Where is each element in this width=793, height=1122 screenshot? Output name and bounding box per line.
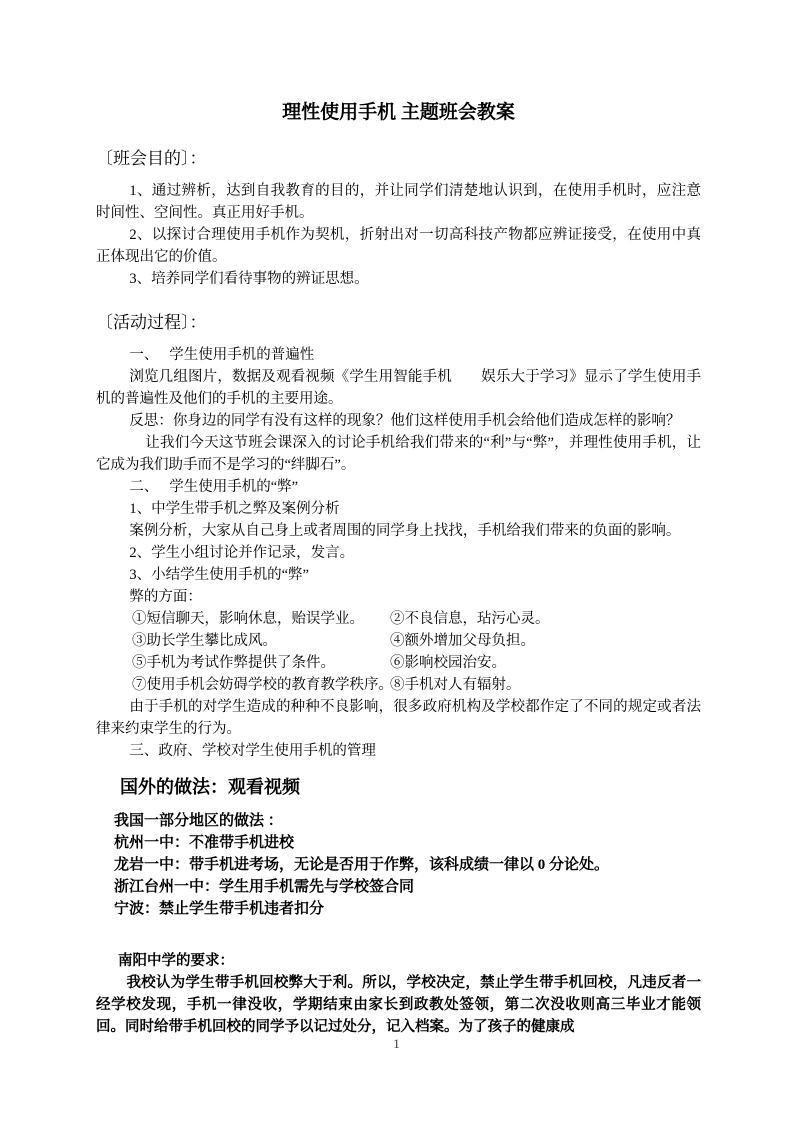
nanyang-requirements-heading: 南阳中学的要求： bbox=[118, 953, 234, 969]
cons-row-1 bbox=[96, 608, 701, 630]
cons-label: 弊的方面： bbox=[129, 589, 202, 605]
foreign-practice-heading: 国外的做法：观看视频 bbox=[120, 777, 300, 797]
domestic-rule-ningbo: 宁波：禁止学生带手机违者扣分 bbox=[114, 901, 325, 917]
part2-item-1: 1、中学生带手机之弊及案例分析 bbox=[129, 501, 340, 517]
part3-heading: 三、政府、学校对学生使用手机的管理 bbox=[129, 743, 376, 759]
part2-paragraph-case: 案例分析，大家从自己身上或者周围的同学身上找找，手机给我们带来的负面的影响。 bbox=[129, 523, 681, 539]
domestic-rule-longyan: 龙岩一中：带手机进考场，无论是否用于作弊，该科成绩一律以 0 分论处。 bbox=[114, 857, 610, 873]
con-item-3: ③助长学生攀比成风。 bbox=[132, 633, 277, 649]
con-item-1: ①短信聊天，影响休息，贻误学业。 bbox=[132, 611, 364, 627]
goal-item-1: 1、通过辨析，达到自我教育的目的，并让同学们清楚地认识到，在使用手机时，应注意时间性、空间性。真正用好手机。 bbox=[96, 183, 701, 221]
part2-paragraph-regulations: 由于手机的对学生造成的种种不良影响，很多政府机构及学校都作定了不同的规定或者法律来约束学生的行为。 bbox=[96, 699, 701, 737]
domestic-intro: 我国一部分地区的做法 ： bbox=[114, 813, 283, 829]
con-item-5: ⑤手机为考试作弊提供了条件。 bbox=[132, 655, 335, 671]
part1-paragraph-discussion: 让我们今天这节班会课深入的讨论手机给我们带来的“利”与“弊”，并理性使用手机，让它成为我们助手而不是学习的“绊脚石”。 bbox=[96, 435, 701, 473]
page-number: 1 bbox=[393, 1036, 400, 1051]
document-title: 理性使用手机 主题班会教案 bbox=[282, 102, 515, 123]
con-item-8: ⑧手机对人有辐射。 bbox=[390, 677, 521, 693]
con-item-6: ⑥影响校园治安。 bbox=[390, 655, 506, 671]
cons-row-3 bbox=[96, 652, 701, 674]
con-item-4: ④额外增加父母负担。 bbox=[390, 633, 535, 649]
part1-paragraph-browse: 浏览几组图片，数据及观看视频《学生用智能手机 娱乐大于学习》显示了学生使用手机的普遍性及他们的手机的主要用途。 bbox=[96, 369, 701, 407]
con-item-7: ⑦使用手机会妨碍学校的教育教学秩序。 bbox=[132, 677, 393, 693]
goal-item-2: 2、以探讨合理使用手机作为契机，折射出对一切高科技产物都应辨证接受，在使用中真正体现出它的价值。 bbox=[96, 227, 701, 265]
domestic-practices bbox=[114, 810, 701, 920]
section-heading-process: 〔活动过程〕： bbox=[96, 313, 207, 332]
section-heading-goals: 〔班会目的〕： bbox=[96, 149, 207, 168]
cons-row-2 bbox=[96, 630, 701, 652]
part2-item-3: 3、小结学生使用手机的“弊” bbox=[129, 567, 309, 583]
cons-row-4 bbox=[96, 674, 701, 696]
nanyang-requirements-paragraph: 我校认为学生带手机回校弊大于利。所以，学校决定，禁止学生带手机回校，凡违反者一经学校发现，手机一律没收，学期结束由家长到政教处签领，第二次没收则高三毕业才能领回。同时给带手机回校的同学予以记过处分，记入档案。为了孩子的健康成 bbox=[96, 975, 701, 1035]
domestic-rule-hangzhou: 杭州一中：不准带手机进校 bbox=[114, 835, 295, 851]
part1-paragraph-reflect: 反思：你身边的同学有没有这样的现象？他们这样使用手机会给他们造成怎样的影响？ bbox=[129, 413, 681, 429]
part2-item-2: 2、学生小组讨论并作记录，发言。 bbox=[129, 545, 355, 561]
con-item-2: ②不良信息，玷污心灵。 bbox=[390, 611, 550, 627]
part2-heading: 二、 学生使用手机的“弊” bbox=[129, 479, 299, 495]
domestic-rule-taizhou: 浙江台州一中：学生用手机需先与学校签合同 bbox=[114, 879, 415, 895]
part1-heading: 一、 学生使用手机的普遍性 bbox=[129, 347, 315, 363]
goal-item-3: 3、培养同学们看待事物的辨证思想。 bbox=[129, 271, 369, 287]
